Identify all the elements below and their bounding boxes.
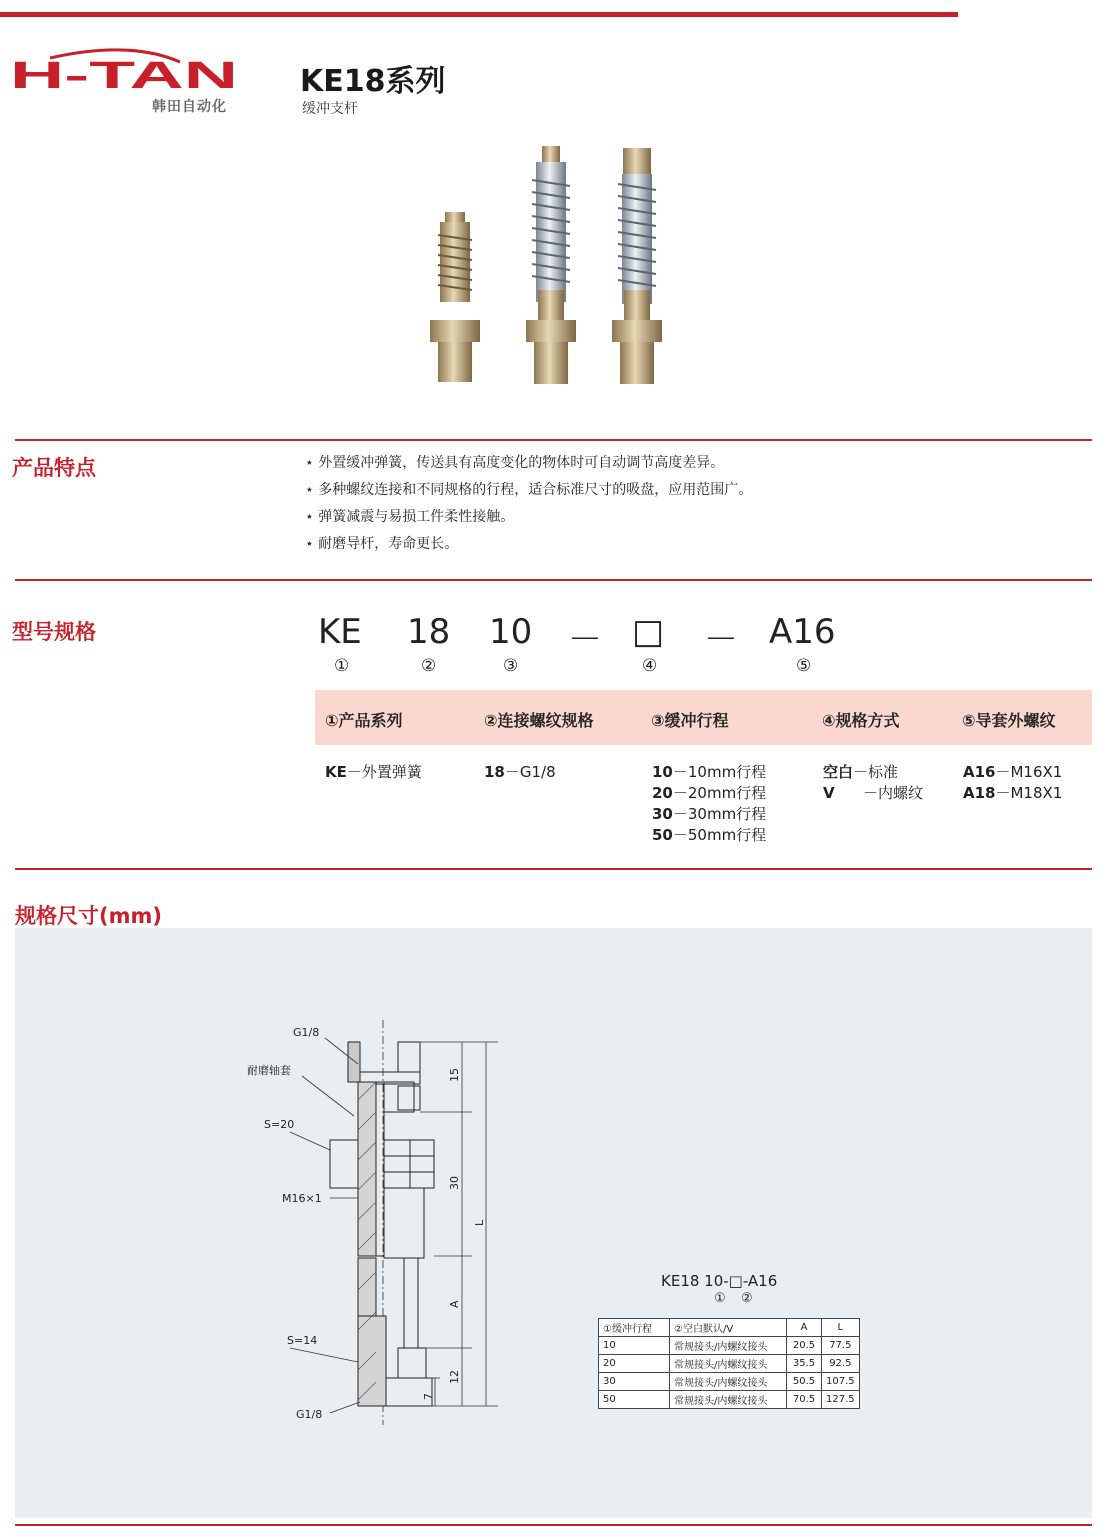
drawing-label: 耐磨轴套 — [247, 1064, 291, 1077]
dimensions-title: 规格尺寸(mm) — [15, 904, 162, 928]
table-cell: 常规接头/内螺纹接头 — [670, 1391, 787, 1409]
spec-header: ③缓冲行程 — [651, 711, 729, 730]
spec-header: ⑤导套外螺纹 — [962, 711, 1056, 730]
dimension-table-title: KE18 10-□-A16 — [661, 1272, 778, 1290]
series-subtitle: 缓冲支杆 — [302, 101, 358, 117]
code-number: ① — [334, 656, 350, 676]
drawing-label: L — [473, 1219, 486, 1226]
features-title: 产品特点 — [12, 456, 96, 480]
drawing-label: A — [448, 1300, 461, 1308]
rod-medium — [526, 146, 576, 384]
spec-value: 18－G1/8 — [484, 763, 556, 781]
drawing-label: 12 — [448, 1370, 461, 1384]
table-cell: 50 — [599, 1391, 670, 1409]
logo-text: H-TAN — [10, 55, 238, 96]
table-row — [599, 1337, 860, 1355]
table-cell: 20.5 — [787, 1337, 822, 1355]
table-cell: 常规接头/内螺纹接头 — [670, 1373, 787, 1391]
drawing-label: 30 — [448, 1176, 461, 1190]
code-part: 10 — [489, 612, 533, 652]
feature-item: ⋆ 弹簧减震与易损工件柔性接触。 — [305, 509, 515, 525]
table-cell: 92.5 — [822, 1355, 860, 1373]
code-part: KE — [318, 612, 362, 652]
feature-item: ⋆ 耐磨导杆，寿命更长。 — [305, 536, 459, 552]
drawing-label: S=14 — [287, 1334, 318, 1347]
top-red-line — [0, 12, 958, 17]
table-cell: 127.5 — [822, 1391, 860, 1409]
table-header: ②空白默认/V — [670, 1319, 787, 1337]
table-header: L — [822, 1319, 860, 1337]
series-title: KE18系列 — [300, 64, 446, 99]
code-number: ⑤ — [796, 656, 812, 676]
spec-value: 20－20mm行程 — [652, 784, 767, 802]
spec-header: ②连接螺纹规格 — [484, 711, 594, 730]
features-divider — [15, 439, 1092, 441]
spec-value: 空白－标准 — [823, 763, 899, 781]
table-cell: 107.5 — [822, 1373, 860, 1391]
technical-drawing — [240, 1020, 520, 1430]
table-cell: 70.5 — [787, 1391, 822, 1409]
code-part: － — [704, 620, 738, 660]
code-part: 18 — [407, 612, 451, 652]
spec-value: 50－50mm行程 — [652, 826, 767, 844]
drawing-label: G1/8 — [293, 1026, 320, 1039]
table-row — [599, 1391, 860, 1409]
table-row — [599, 1373, 860, 1391]
product-photo — [420, 140, 680, 390]
bottom-red-line — [15, 1524, 1092, 1526]
table-cell: 20 — [599, 1355, 670, 1373]
spec-value: 10－10mm行程 — [652, 763, 767, 781]
drawing-label: G1/8 — [296, 1408, 323, 1421]
dimensions-divider — [15, 868, 1092, 870]
code-part: □ — [632, 612, 665, 652]
table-row — [599, 1355, 860, 1373]
code-part: － — [568, 620, 602, 660]
table-cell: 常规接头/内螺纹接头 — [670, 1337, 787, 1355]
dimension-table — [598, 1318, 860, 1409]
rod-long — [612, 148, 662, 384]
code-number: ④ — [642, 656, 658, 676]
table-cell: 50.5 — [787, 1373, 822, 1391]
spec-value: V －内螺纹 — [823, 784, 924, 802]
htan-logo — [10, 44, 242, 96]
table-cell: 35.5 — [787, 1355, 822, 1373]
table-header: A — [787, 1319, 822, 1337]
model-title: 型号规格 — [12, 620, 96, 644]
table-header: ①缓冲行程 — [599, 1319, 670, 1337]
table-cell: 30 — [599, 1373, 670, 1391]
spec-value: A18－M18X1 — [963, 784, 1063, 802]
drawing-label: 7 — [422, 1393, 435, 1400]
rod-short — [430, 212, 480, 382]
company-name: 韩田自动化 — [152, 99, 227, 115]
dimension-table-number: ② — [741, 1291, 753, 1306]
code-number: ② — [421, 656, 437, 676]
spec-value: 30－30mm行程 — [652, 805, 767, 823]
drawing-label: M16×1 — [282, 1192, 322, 1205]
feature-item: ⋆ 外置缓冲弹簧，传送具有高度变化的物体时可自动调节高度差异。 — [305, 455, 725, 471]
model-divider — [15, 579, 1092, 581]
table-cell: 77.5 — [822, 1337, 860, 1355]
table-header-row — [599, 1319, 860, 1337]
spec-value: A16－M16X1 — [963, 763, 1063, 781]
drawing-label: S=20 — [264, 1118, 295, 1131]
feature-item: ⋆ 多种螺纹连接和不同规格的行程，适合标准尺寸的吸盘，应用范围广。 — [305, 482, 753, 498]
dimension-table-number: ① — [714, 1291, 726, 1306]
spec-header: ④规格方式 — [822, 711, 900, 730]
spec-value: KE－外置弹簧 — [325, 763, 422, 781]
drawing-label: 15 — [448, 1068, 461, 1082]
table-cell: 常规接头/内螺纹接头 — [670, 1355, 787, 1373]
code-number: ③ — [503, 656, 519, 676]
spec-header: ①产品系列 — [325, 711, 403, 730]
code-part: A16 — [769, 612, 836, 652]
table-cell: 10 — [599, 1337, 670, 1355]
dimensions-panel — [15, 928, 1092, 1518]
